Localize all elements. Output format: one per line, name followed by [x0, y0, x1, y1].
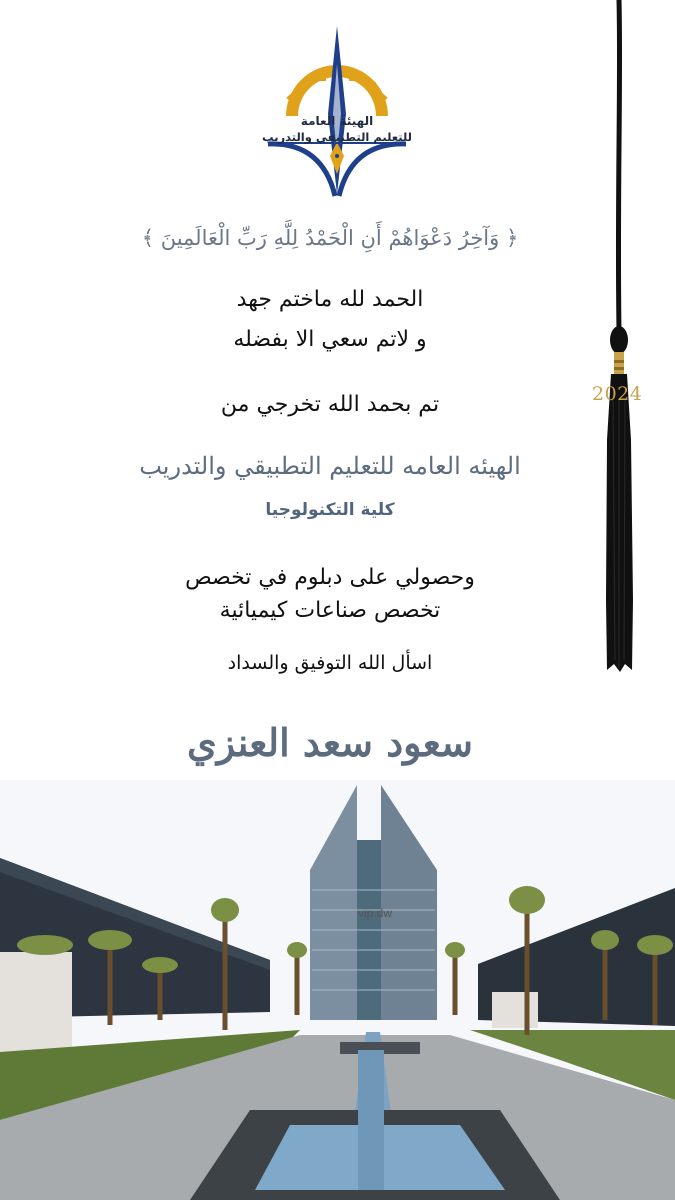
- specialization-line: تخصص صناعات كيميائية: [219, 598, 441, 623]
- logo-text-line2: للتعليم التطبيقي والتدريب: [262, 130, 412, 144]
- graduate-name: سعود سعد العنزي: [187, 720, 473, 765]
- watermark-text: vip.dw: [358, 906, 393, 920]
- quran-verse: ﴿ وَآخِرُ دَعْوَاهُمْ أَنِ الْحَمْدُ لِلَّهِ رَبِّ الْعَالَمِينَ ﴾: [141, 226, 519, 250]
- college-name: كلية التكنولوجيا: [265, 500, 395, 520]
- diploma-line: وحصولي على دبلوم في تخصص: [185, 565, 475, 590]
- year-label: 2024: [592, 383, 643, 405]
- prayer-line: اسأل الله التوفيق والسداد: [227, 652, 433, 674]
- logo-text-line1: الهيئة العامة: [300, 114, 374, 128]
- campus-photo: [0, 780, 675, 1200]
- praise-line-1: الحمد لله ماختم جهد: [236, 287, 424, 312]
- graduation-line: تم بحمد الله تخرجي من: [220, 392, 440, 417]
- praise-line-2: و لاتم سعي الا بفضله: [233, 327, 427, 352]
- organization-name: الهيئه العامه للتعليم التطبيقي والتدريب: [139, 452, 521, 480]
- paaet-logo: [262, 24, 412, 204]
